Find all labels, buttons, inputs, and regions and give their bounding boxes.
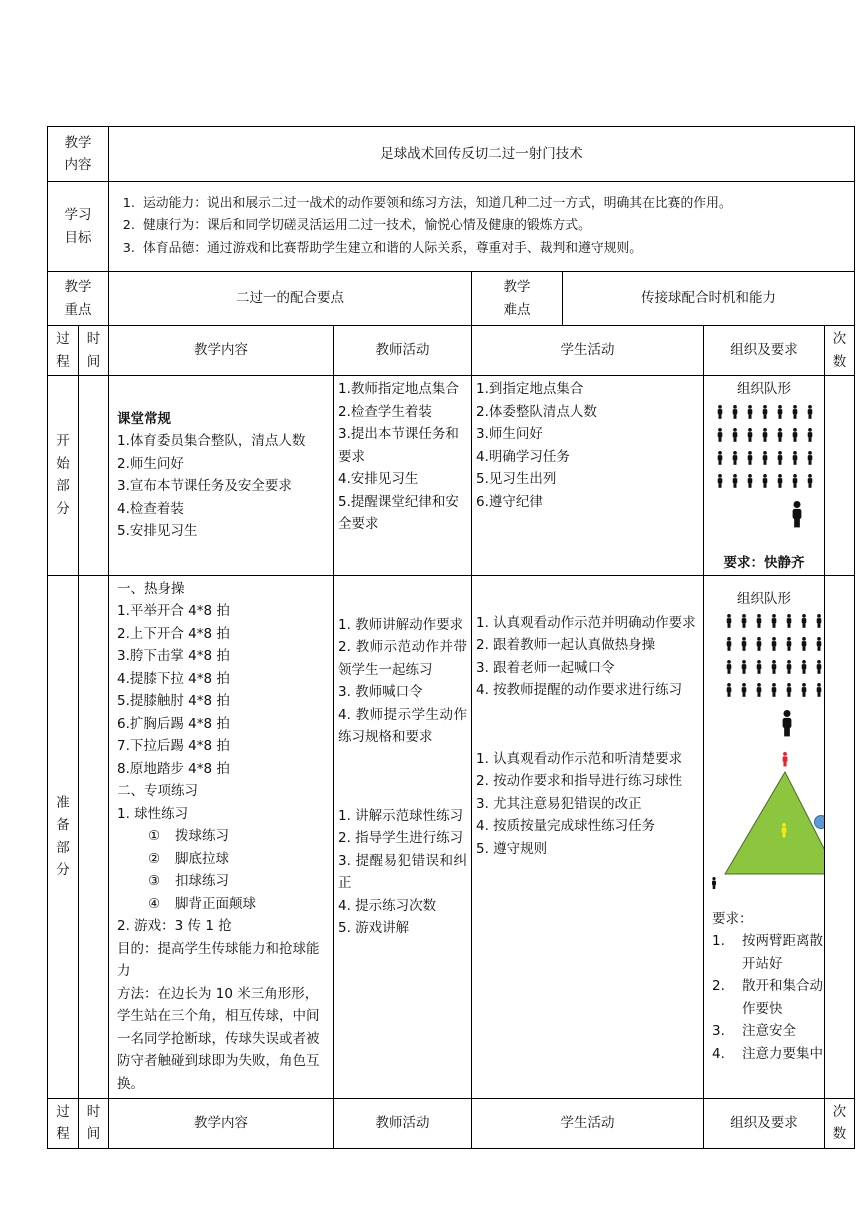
student-icon — [787, 683, 792, 697]
requirement-title: 要求： — [712, 910, 753, 927]
student-item: 1. 认真观看动作示范并明确动作要求 — [476, 614, 696, 631]
student-icon — [772, 660, 777, 674]
student-icon — [757, 683, 762, 697]
prep-student — [472, 575, 704, 1098]
column-header-row-repeat — [48, 1098, 855, 1148]
student-icon — [808, 474, 813, 488]
student-icon — [748, 405, 753, 419]
teacher-item: 1.教师指定地点集合 — [338, 381, 459, 397]
student-item: 3. 尤其注意易犯错误的改正 — [476, 795, 642, 812]
goals-row — [48, 182, 855, 272]
student-icon — [742, 683, 747, 697]
teacher-item: 2. 指导学生进行练习 — [338, 830, 464, 846]
start-section-row — [48, 376, 855, 576]
student-icon — [742, 660, 747, 674]
student-icon — [817, 637, 822, 651]
ball-practice-title: 1. 球性练习 — [117, 805, 189, 822]
student-icon — [772, 614, 777, 628]
warmup-item: 3.胯下击掌 4*8 拍 — [117, 648, 230, 664]
student-icon — [787, 637, 792, 651]
requirement-list — [712, 930, 824, 1065]
student-icon — [748, 474, 753, 488]
student-item: 2. 按动作要求和指导进行练习球性 — [476, 773, 683, 789]
student-icon — [778, 428, 783, 442]
teacher-item: 3. 教师喊口令 — [338, 684, 423, 700]
teacher-item: 2. 教师示范动作并带领学生一起练习 — [338, 639, 467, 678]
game-title: 2. 游戏：3 传 1 抢 — [117, 918, 232, 934]
student-item: 3. 跟着老师一起喊口令 — [476, 659, 615, 676]
ball-item: ① 拨球练习 — [147, 828, 229, 844]
content-row — [48, 127, 855, 182]
student-icon — [727, 637, 732, 651]
prep-teacher — [334, 575, 472, 1098]
student-icon — [808, 451, 813, 465]
requirement-item: 1. 按两臂距离散开站好 — [712, 933, 823, 972]
student-icon — [718, 428, 723, 442]
goals-list — [109, 193, 854, 261]
student-icon — [748, 428, 753, 442]
prep-label: 准 备 部 分 — [48, 575, 79, 1098]
col-org: 组织及要求 — [704, 326, 825, 376]
key-label: 教学 重点 — [48, 272, 109, 326]
student-icon — [802, 614, 807, 628]
start-item: 4.检查着装 — [117, 500, 184, 517]
student-icon — [778, 474, 783, 488]
teacher-item: 2.检查学生着装 — [338, 403, 432, 420]
game-method: 方法：在边长为 10 米三角形形，学生站在三个角，相互传球，中间一名同学抢断球，传球失误或者被防守者触碰到球即为失败，角色互换。 — [117, 985, 320, 1092]
student-icon — [802, 637, 807, 651]
student-icon — [787, 614, 792, 628]
col-content: 教学内容 — [109, 326, 334, 376]
start-time — [79, 376, 109, 576]
student-item: 3.师生问好 — [476, 426, 543, 442]
student-icon — [772, 683, 777, 697]
student-icon — [757, 660, 762, 674]
ball-icon — [815, 816, 825, 829]
student-icon — [802, 660, 807, 674]
content-label: 教学 内容 — [48, 127, 109, 182]
goal-item: 3. 体育品德：通过游戏和比赛帮助学生建立和谐的人际关系，尊重对手、裁判和遵守规则。 — [139, 238, 854, 261]
start-title: 课堂常规 — [117, 410, 171, 427]
col-teacher: 教师活动 — [334, 1098, 472, 1148]
prep-org-requirements — [704, 908, 824, 1066]
prep-section-row — [48, 575, 855, 1098]
student-item: 2. 跟着教师一起认真做热身操 — [476, 637, 656, 653]
difficulty-label: 教学 难点 — [472, 272, 563, 326]
student-item: 6.遵守纪律 — [476, 493, 543, 510]
warmup-item: 2.上下开合 4*8 拍 — [117, 625, 230, 642]
student-icon — [733, 474, 738, 488]
student-item: 4. 按质按量完成球性练习任务 — [476, 818, 656, 834]
student-icon — [808, 405, 813, 419]
teacher-item: 4. 提示练习次数 — [338, 897, 437, 914]
ball-item: ④ 脚背正面颠球 — [147, 895, 256, 912]
col-time: 时 间 — [79, 1098, 109, 1148]
student-icon — [778, 451, 783, 465]
student-icon — [748, 451, 753, 465]
ball-item: ② 脚底拉球 — [147, 850, 229, 867]
key-value: 二过一的配合要点 — [109, 272, 472, 326]
prep-time — [79, 575, 109, 1098]
key-row — [48, 272, 855, 326]
teacher-item: 5.提醒课堂纪律和安全要求 — [338, 493, 459, 532]
start-teacher — [334, 376, 472, 576]
student-icon — [757, 614, 762, 628]
prep-org — [704, 575, 825, 1098]
student-icon — [817, 614, 822, 628]
col-process: 过 程 — [48, 1098, 79, 1148]
student-icon — [763, 474, 768, 488]
teacher-item: 5. 游戏讲解 — [338, 920, 410, 936]
student-icon — [718, 451, 723, 465]
teacher-item: 1. 讲解示范球性练习 — [338, 807, 464, 824]
teacher-item: 1. 教师讲解动作要求 — [338, 616, 464, 633]
teacher-icon — [793, 501, 802, 527]
col-time: 时 间 — [79, 326, 109, 376]
teacher-item: 4. 教师提示学生动作练习规格和要求 — [338, 706, 467, 745]
student-icon — [787, 660, 792, 674]
col-org: 组织及要求 — [704, 1098, 825, 1148]
col-process: 过 程 — [48, 326, 79, 376]
col-content: 教学内容 — [109, 1098, 334, 1148]
student-item: 1.到指定地点集合 — [476, 381, 584, 397]
difficulty-value: 传接球配合时机和能力 — [563, 272, 855, 326]
attacker-icon — [712, 877, 716, 889]
student-item: 5. 遵守规则 — [476, 840, 548, 857]
warmup-item: 8.原地踏步 4*8 拍 — [117, 760, 230, 777]
student-icon — [718, 474, 723, 488]
game-goal: 目的：提高学生传球能力和抢球能力 — [117, 940, 320, 979]
student-icon — [757, 637, 762, 651]
start-count — [825, 376, 855, 576]
student-icon — [793, 405, 798, 419]
student-icon — [727, 660, 732, 674]
warmup-item: 1.平举开合 4*8 拍 — [117, 603, 230, 619]
special-title: 二、专项练习 — [117, 783, 198, 799]
teacher-icon — [783, 710, 792, 736]
prep-count — [825, 575, 855, 1098]
column-header-row — [48, 326, 855, 376]
warmup-item: 4.提膝下拉 4*8 拍 — [117, 670, 230, 687]
student-icon — [718, 405, 723, 419]
start-item: 1.体育委员集合整队，清点人数 — [117, 433, 306, 450]
start-label: 开 始 部 分 — [48, 376, 79, 576]
prep-formation-diagram — [704, 610, 825, 906]
start-item: 5.安排见习生 — [117, 523, 198, 540]
requirement-item: 3. 注意安全 — [712, 1023, 796, 1039]
teacher-item: 3.提出本节课任务和要求 — [338, 426, 459, 465]
goal-item: 1. 运动能力：说出和展示二过一战术的动作要领和练习方法，知道几种二过一方式，明确其在比赛的作用。 — [139, 193, 854, 216]
student-icon — [733, 428, 738, 442]
student-icon — [763, 405, 768, 419]
student-icon — [808, 428, 813, 442]
student-icon — [742, 614, 747, 628]
warmup-item: 6.扩胸后踢 4*8 拍 — [117, 715, 230, 732]
warmup-item: 7.下拉后踢 4*8 拍 — [117, 738, 230, 754]
attacker-icon — [783, 752, 788, 766]
start-content — [109, 376, 334, 576]
start-student — [472, 376, 704, 576]
student-icon — [778, 405, 783, 419]
student-icon — [793, 474, 798, 488]
triangle-field — [725, 772, 825, 874]
start-org-requirement: 要求：快静齐 — [723, 555, 805, 571]
student-item: 5.见习生出列 — [476, 471, 557, 487]
prep-content — [109, 575, 334, 1098]
student-item: 2.体委整队清点人数 — [476, 403, 597, 420]
col-student: 学生活动 — [472, 1098, 704, 1148]
start-org — [704, 376, 825, 576]
col-teacher: 教师活动 — [334, 326, 472, 376]
teacher-item: 3. 提醒易犯错误和纠正 — [338, 852, 467, 891]
student-icon — [727, 683, 732, 697]
student-icon — [763, 428, 768, 442]
col-student: 学生活动 — [472, 326, 704, 376]
student-icon — [793, 428, 798, 442]
student-icon — [817, 683, 822, 697]
teacher-item: 4.安排见习生 — [338, 471, 419, 487]
student-icon — [733, 405, 738, 419]
student-icon — [802, 683, 807, 697]
student-item: 1. 认真观看动作示范和听清楚要求 — [476, 750, 683, 767]
student-item: 4.明确学习任务 — [476, 448, 570, 465]
requirement-item: 2. 散开和集合动作要快 — [712, 978, 823, 1017]
student-icon — [763, 451, 768, 465]
ball-item: ③ 扣球练习 — [147, 873, 229, 889]
requirement-item: 4. 注意力要集中 — [712, 1045, 823, 1062]
lesson-plan-table — [47, 126, 855, 1149]
student-icon — [772, 637, 777, 651]
col-count: 次 数 — [825, 1098, 855, 1148]
warmup-title: 一、热身操 — [117, 580, 185, 597]
start-formation-diagram — [704, 401, 825, 551]
student-icon — [742, 637, 747, 651]
student-icon — [817, 660, 822, 674]
content-value: 足球战术回传反切二过一射门技术 — [109, 127, 855, 182]
col-count: 次 数 — [825, 326, 855, 376]
start-item: 2.师生问好 — [117, 455, 184, 472]
goal-item: 2. 健康行为：课后和同学切磋灵活运用二过一技术，愉悦心情及健康的锻炼方式。 — [139, 215, 854, 238]
student-icon — [793, 451, 798, 465]
student-icon — [733, 451, 738, 465]
start-item: 3.宣布本节课任务及安全要求 — [117, 478, 292, 495]
start-org-title: 组织队形 — [737, 381, 791, 397]
student-icon — [727, 614, 732, 628]
goals-label: 学习 目标 — [48, 182, 109, 272]
goals-cell — [109, 182, 855, 272]
warmup-item: 5.提膝触肘 4*8 拍 — [117, 693, 230, 709]
prep-org-title: 组织队形 — [737, 590, 791, 607]
student-item: 4. 按教师提醒的动作要求进行练习 — [476, 682, 683, 698]
